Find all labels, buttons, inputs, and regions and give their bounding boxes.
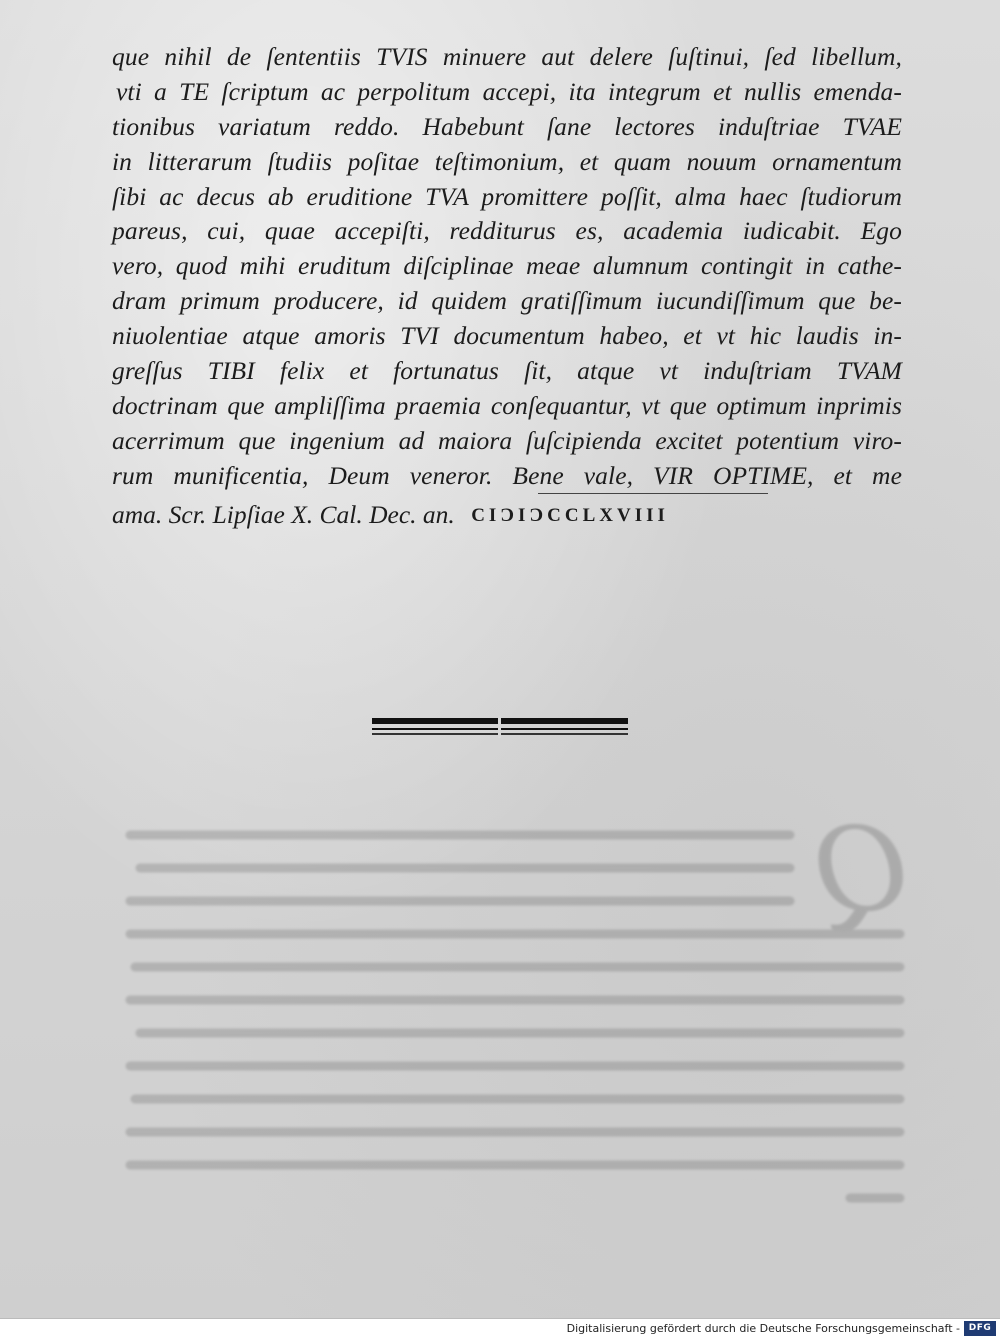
closing-underline [538, 493, 768, 494]
text-line: niuolentiae atque amoris TVI documentum habeo, et vt hic laudis in- [112, 321, 902, 351]
text-line: rum munificentia, Deum veneror. Bene vale, VIR OPTIME, et me [112, 460, 902, 490]
text-line: vero, quod mihi eruditum diſciplinae meae alumnum contingit in cathe- [112, 251, 902, 281]
ornamental-divider [372, 718, 628, 738]
funding-notice: Digitalisierung gefördert durch die Deutsche Forschungsgemeinschaft - [566, 1322, 960, 1335]
text-line: dram primum producere, id quidem gratiſſimum iucundiſſimum que be- [112, 286, 902, 316]
bleed-through-text [110, 800, 910, 1220]
text-line: ſibi ac decus ab eruditione TVA promittere poſſit, alma haec ſtudiorum [112, 181, 902, 211]
text-line: que nihil de ſententiis TVIS minuere aut delere ſuſtinui, ſed libellum, [112, 42, 902, 71]
bleed-through-texture [110, 800, 910, 1220]
text-line: vti a TE ſcriptum ac perpolitum accepi, ita integrum et nullis emenda- [116, 76, 902, 106]
text-line: acerrimum que ingenium ad maiora ſuſcipienda excitet potentium viro- [112, 425, 902, 455]
text-line: doctrinam que ampliſſima praemia conſequantur, vt que optimum inprimis [112, 390, 902, 420]
year-numeral: CIƆIƆCCLXVIII [471, 505, 669, 526]
svg-text:Q: Q [816, 800, 910, 939]
text-line: pareus, cui, quae accepiſti, redditurus es, academia iudicabit. Ego [112, 216, 902, 246]
footer-bar [0, 1318, 1000, 1340]
text-line: greſſus TIBI felix et fortunatus ſit, atque vt induſtriam TVAM [112, 356, 902, 386]
letter-body [112, 40, 902, 494]
closing-line [112, 500, 669, 534]
dfg-logo: DFG [964, 1321, 996, 1336]
text-line: in litterarum ſtudiis poſitae teſtimonium, et quam nouum ornamentum [112, 146, 902, 176]
text-line: tionibus variatum reddo. Habebunt ſane lectores induſtriae TVAE [112, 111, 902, 141]
closing-text: ama. Scr. Lipſiae X. Cal. Dec. an. [112, 500, 455, 529]
